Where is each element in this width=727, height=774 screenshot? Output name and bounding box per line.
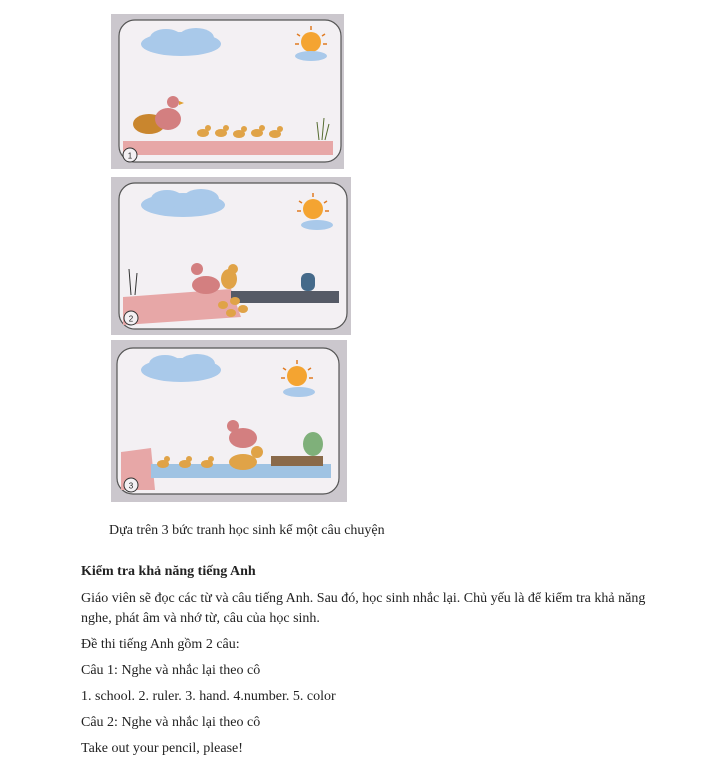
story-picture-2 bbox=[111, 177, 351, 335]
story-picture-1 bbox=[111, 14, 344, 169]
drawing-hen-and-ducklings-walking bbox=[111, 14, 344, 169]
question-2: Câu 2: Nghe và nhắc lại theo cô bbox=[81, 715, 261, 730]
practice-sentence: Take out your pencil, please! bbox=[81, 741, 243, 756]
intro-paragraph: Giáo viên sẽ đọc các từ và câu tiếng Anh. Sau đó, học sinh nhắc lại. Chủ yếu là để kiểm tra khả năng nghe, phát âm và nhớ từ, câu của học sinh. bbox=[81, 591, 646, 626]
exam-description: Đề thi tiếng Anh gồm 2 câu: bbox=[81, 637, 240, 652]
tree-icon bbox=[303, 432, 323, 456]
pictures-caption: Dựa trên 3 bức tranh học sinh kể một câu chuyện bbox=[109, 523, 385, 538]
section-heading: Kiểm tra khả năng tiếng Anh bbox=[81, 564, 256, 579]
cloud-icon bbox=[141, 354, 221, 382]
drawing-hen-ducklings-at-pond bbox=[111, 177, 351, 335]
drawing-duck-swimming-hen-watching bbox=[111, 340, 347, 502]
picture-number-1: 1 bbox=[127, 151, 133, 161]
picture-number-2: 2 bbox=[128, 314, 134, 324]
story-picture-3 bbox=[111, 340, 347, 502]
question-1: Câu 1: Nghe và nhắc lại theo cô bbox=[81, 663, 261, 678]
tree-icon bbox=[301, 273, 315, 291]
picture-number-3: 3 bbox=[128, 481, 134, 491]
word-list: 1. school. 2. ruler. 3. hand. 4.number. 5. color bbox=[81, 689, 336, 704]
